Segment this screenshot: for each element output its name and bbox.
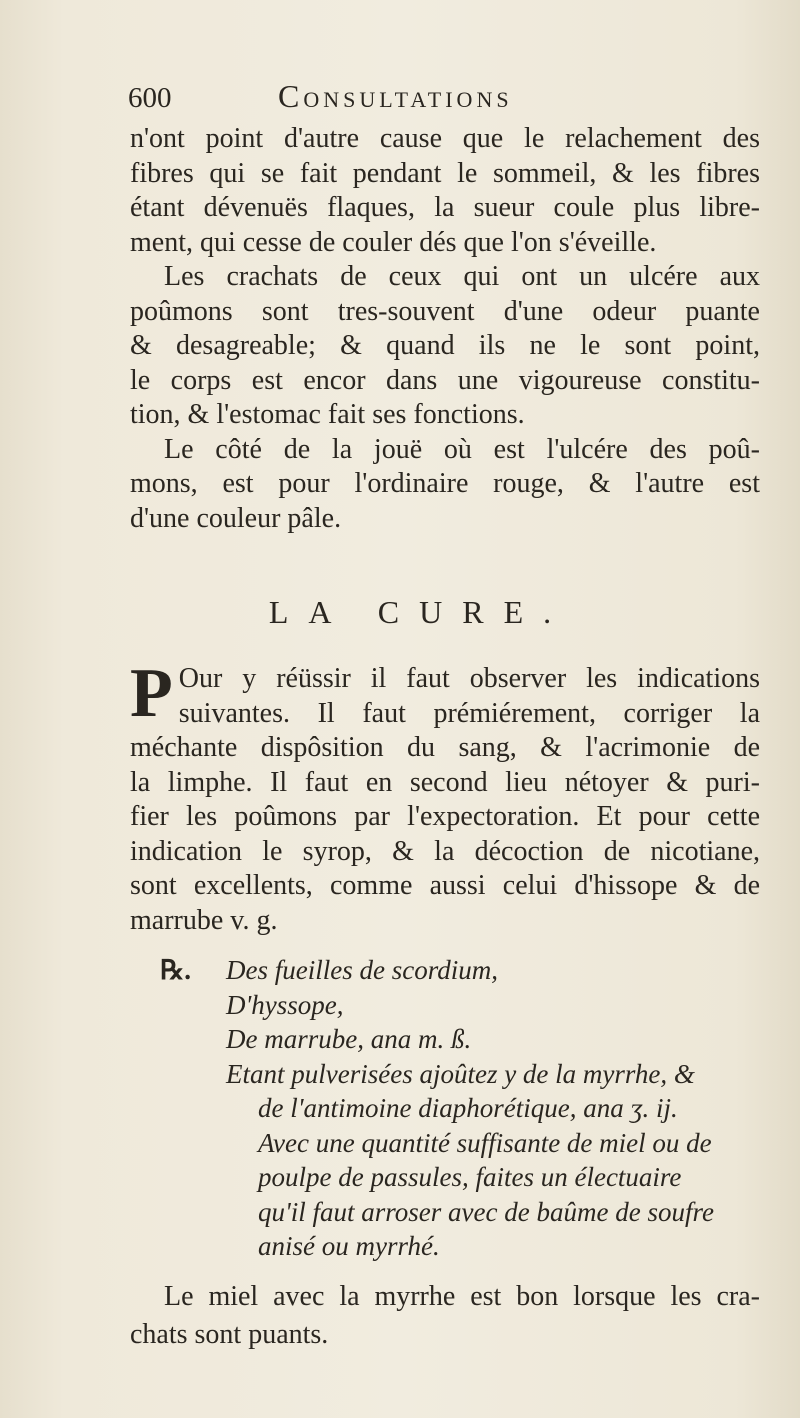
- recipe-block: [160, 953, 770, 1264]
- text-line: indication le syrop, & la décoction de nicotiane,: [130, 835, 760, 867]
- recipe-line: Des fueilles de scordium,: [226, 955, 498, 985]
- text-line: fibres qui se fait pendant le sommeil, & les fibres: [130, 157, 760, 189]
- text-line: le corps est encor dans une vigoureuse constitu-: [130, 364, 760, 396]
- recipe-line: anisé ou myrrhé.: [258, 1231, 440, 1261]
- recipe-line: D'hyssope,: [226, 989, 344, 1020]
- recipe-line: Avec une quantité suffisante de miel ou de: [258, 1127, 712, 1158]
- recipe-line: Etant pulverisées ajoûtez y de la myrrhe, &: [226, 1058, 695, 1089]
- running-title: Consultations: [278, 78, 513, 114]
- text-line: sont excellents, comme aussi celui d'hissope & de: [130, 870, 760, 901]
- recipe-line: de l'antimoine diaphorétique, ana ʒ. ij.: [258, 1093, 678, 1123]
- text-line: Les crachats de ceux qui ont un ulcére aux: [164, 261, 760, 292]
- text-line: poûmons sont tres-souvent d'une odeur puante: [130, 295, 760, 327]
- text-line: d'une couleur pâle.: [130, 502, 342, 534]
- text-line: ment, qui cesse de couler dés que l'on s'éveille.: [130, 226, 657, 258]
- recipe-symbol: ℞.: [160, 955, 191, 985]
- recipe-line: poulpe de passules, faites un électuaire: [258, 1162, 682, 1192]
- text-line: méchante dispôsition du sang, & l'acrimonie de: [130, 732, 760, 763]
- body-text: [130, 122, 760, 536]
- recipe-line: De marrube, ana m. ß.: [226, 1024, 472, 1054]
- drop-cap: P: [130, 655, 173, 732]
- text-line: & desagreable; & quand ils ne le sont point,: [130, 330, 760, 361]
- text-line: chats sont puants.: [130, 1319, 329, 1350]
- text-line: Le côté de la jouë où est l'ulcére des poû-: [164, 433, 760, 465]
- cure-paragraph: [130, 655, 760, 938]
- text-line: marrube v. g.: [130, 904, 278, 936]
- text-line: n'ont point d'autre cause que le relachement des: [130, 123, 760, 154]
- page-number: 600: [128, 82, 172, 114]
- recipe-line: qu'il faut arroser avec de baûme de soufre: [258, 1196, 714, 1227]
- text-line: Our y réüssir il faut observer les indications: [178, 663, 760, 694]
- text-line: Le miel avec la myrrhe est bon lorsque les cra-: [164, 1281, 760, 1312]
- text-line: étant dévenuës flaques, la sueur coule plus libre-: [130, 192, 760, 223]
- text-line: mons, est pour l'ordinaire rouge, & l'autre est: [130, 468, 760, 499]
- text-line: fier les poûmons par l'expectoration. Et pour cette: [130, 801, 760, 832]
- text-line: suivantes. Il faut prémiérement, corriger la: [178, 697, 760, 729]
- text-line: tion, & l'estomac fait ses fonctions.: [130, 399, 525, 430]
- running-head: [128, 78, 680, 122]
- text-line: la limphe. Il faut en second lieu nétoyer & puri-: [130, 766, 760, 798]
- closing-paragraph: [130, 1278, 760, 1354]
- section-heading: LA CURE.: [268, 594, 572, 630]
